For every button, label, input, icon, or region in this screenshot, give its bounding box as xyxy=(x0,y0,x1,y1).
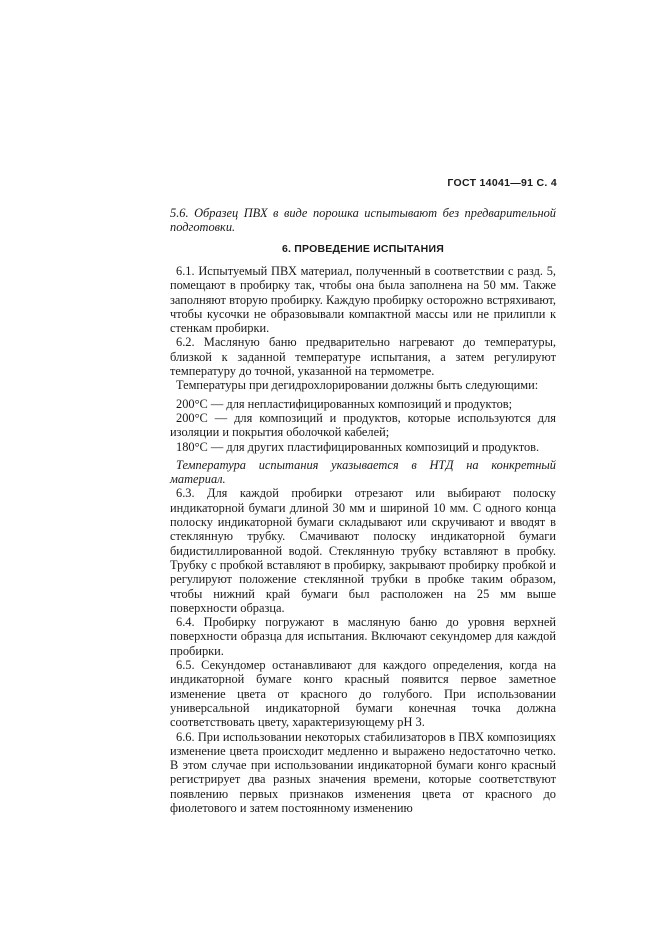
paragraph-5-6: 5.6. Образец ПВХ в виде порошка испытывают без предварительной подготовки. xyxy=(170,206,556,235)
temperature-item-1: 200°С — для непластифицированных композиций и продуктов; xyxy=(176,396,513,411)
paragraph-6-4: 6.4. Пробирку погружают в масляную баню до уровня верхней поверхности образца для испытания. Включают секундомер для каждой пробирки. xyxy=(170,615,556,658)
temperature-item-2: 200°С — для композиций и продуктов, которые используются для изоляции и покрытия оболочкой кабелей; xyxy=(170,410,556,440)
section-5-6 xyxy=(170,206,556,235)
temperature-note: Температура испытания указывается в НТД на конкретный материал. xyxy=(170,457,556,487)
temperatures-intro: Температуры при дегидрохлорировании должны быть следующими: xyxy=(176,378,539,393)
paragraph-6-6: 6.6. При использовании некоторых стабилизаторов в ПВХ композициях изменение цвета происходит медленно и выражено недостаточно четко. В этом случае при использовании индикаторной бумаги конго красный регистрирует два разных значения времени, которые соответствуют появлению первых признаков изменения цвета от красного до фиолетового и затем постоянному изменению xyxy=(170,729,556,815)
paragraph-6-1: 6.1. Испытуемый ПВХ материал, полученный в соответствии с разд. 5, помещают в пробирку так, чтобы она была заполнена на 50 мм. Также заполняют вторую пробирку. Каждую пробирку осторожно встряхивают, чтобы кусочки не образовывали компактной массы или не прилипли к стенкам пробирки. xyxy=(170,264,556,336)
running-header: ГОСТ 14041—91 С. 4 xyxy=(447,177,557,189)
section-6-body xyxy=(170,264,556,815)
paragraph-6-2: 6.2. Масляную баню предварительно нагревают до температуры, близкой к заданной температуре испытания, а затем регулируют температуру до точной, указанной на термометре. xyxy=(170,335,556,379)
section-heading: 6. ПРОВЕДЕНИЕ ИСПЫТАНИЯ xyxy=(282,243,444,255)
paragraph-6-5: 6.5. Секундомер останавливают для каждого определения, когда на индикаторной бумаге конго красный появится первое заметное изменение цвета от красного до голубого. При использовании универсальной индикаторной бумаги конечная точка должна соответствовать цвету, характеризующему pH 3. xyxy=(170,658,556,730)
temperature-item-3: 180°С — для других пластифицированных композиций и продуктов. xyxy=(176,439,540,454)
paragraph-6-3: 6.3. Для каждой пробирки отрезают или выбирают полоску индикаторной бумаги длиной 30 мм и шириной 10 мм. С одного конца полоску индикаторной бумаги складывают или скручивают и вводят в стеклянную трубку. Смачивают полоску индикаторной бумаги бидистиллированной водой. Стеклянную трубку вставляют в пробку. Трубку с пробкой вставляют в пробирку, закрывают пробирку пробкой и регулируют положение стеклянной трубки в пробке таким образом, чтобы нижний край бумаги был расположен на 25 мм выше поверхности образца. xyxy=(170,486,556,615)
